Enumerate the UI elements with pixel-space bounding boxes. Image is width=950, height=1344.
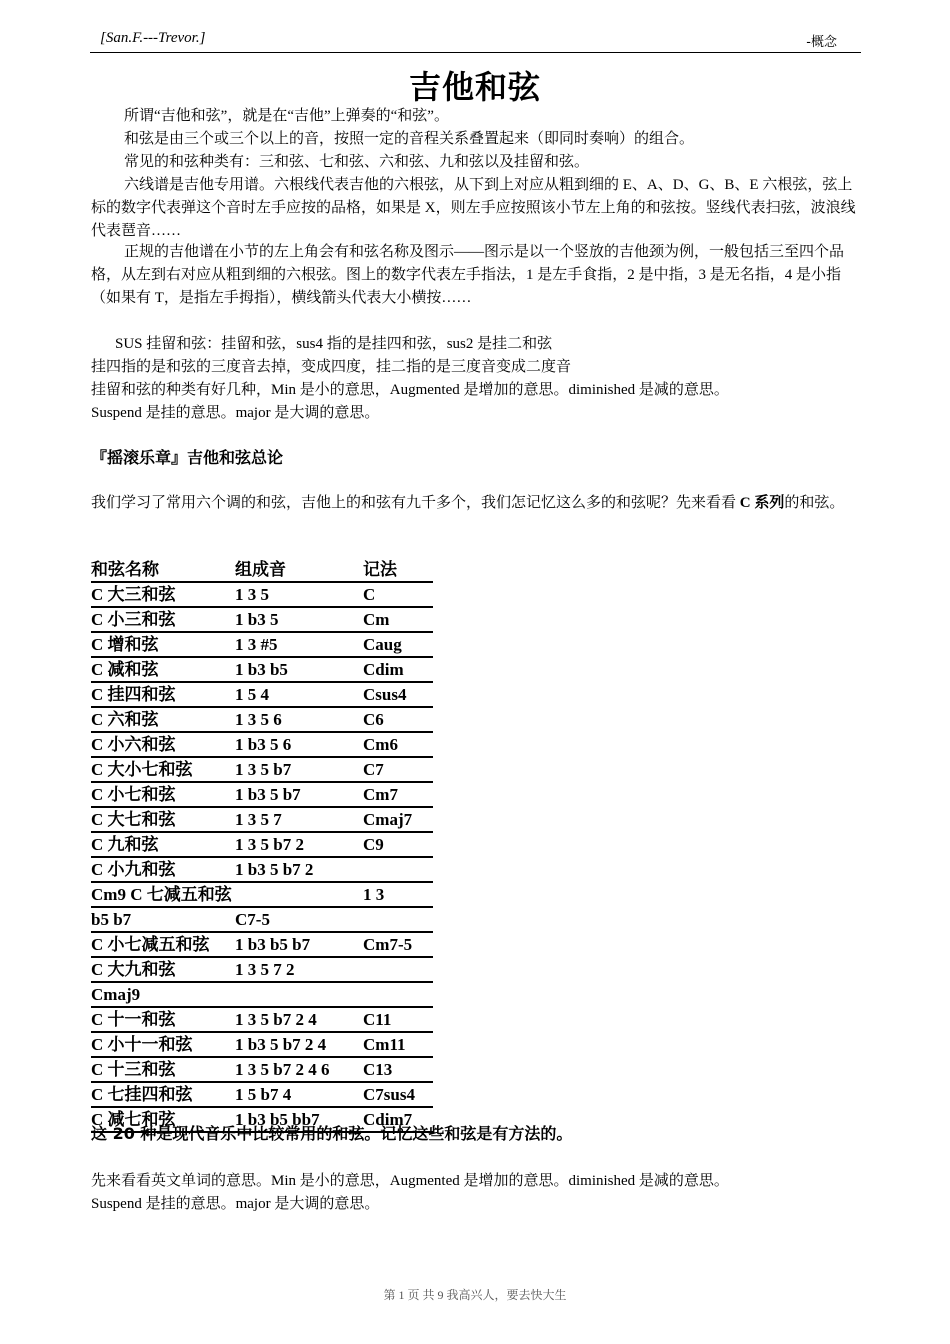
table-row — [91, 732, 433, 757]
chord-notes: 1 3 5 6 — [235, 707, 363, 732]
table-row — [91, 632, 433, 657]
chord-name: C 大小七和弦 — [91, 757, 235, 782]
table-row — [91, 857, 433, 882]
sus-line-1: SUS 挂留和弦：挂留和弦，sus4 指的是挂四和弦，sus2 是挂二和弦 — [115, 336, 553, 352]
chord-name: C 大九和弦 — [91, 957, 235, 982]
chord-notes: 1 3 5 7 — [235, 807, 363, 832]
chord-notes — [235, 882, 363, 907]
intro-paragraph-4: 六线谱是吉他专用谱。六根线代表吉他的六根弦，从下到上对应从粗到细的 E、A、D、G、B、E 六根弦，弦上标的数字代表弹这个音时左手应按的品格，如果是 X，则左手应按照该小节左上角的和弦按。竖线代表扫弦，波浪线代表琶音…… — [91, 177, 856, 239]
chord-name: C 九和弦 — [91, 832, 235, 857]
intro-paragraph-1: 所谓“吉他和弦”，就是在“吉他”上弹奏的“和弦”。 — [124, 108, 449, 124]
chord-notes: 1 3 5 b7 — [235, 757, 363, 782]
chord-notes: 1 3 5 b7 2 — [235, 832, 363, 857]
table-row — [91, 782, 433, 807]
section-intro-bold: C 系列 — [739, 495, 785, 511]
chord-table — [91, 558, 433, 1133]
chord-symbol: Cdim7 — [363, 1107, 433, 1132]
table-header-row — [91, 558, 433, 582]
section-intro — [91, 492, 861, 515]
chord-notes: C7-5 — [235, 907, 363, 932]
chord-name: C 小十一和弦 — [91, 1032, 235, 1057]
chord-symbol: C7 — [363, 757, 433, 782]
table-row — [91, 882, 433, 907]
chord-symbol: Cdim — [363, 657, 433, 682]
chord-symbol — [363, 957, 433, 982]
table-row — [91, 982, 433, 1007]
intro-paragraph-5: 正规的吉他谱在小节的左上角会有和弦名称及图示——图示是以一个竖放的吉他颈为例，一般包括三至四个品格，从左到右对应从粗到细的六根弦。图上的数字代表左手指法，1 是左手食指，2 是中指，3 是无名指，4 是小指（如果有 T，是指左手拇指），横线箭头代表大小横按…… — [91, 244, 845, 306]
table-row — [91, 757, 433, 782]
chord-symbol: Cm11 — [363, 1032, 433, 1057]
chord-symbol: Cm — [363, 607, 433, 632]
closing-line-1: 先来看看英文单词的意思。Min 是小的意思，Augmented 是增加的意思。diminished 是减的意思。 — [91, 1173, 729, 1189]
intro-paragraph-2: 和弦是由三个或三个以上的音，按照一定的音程关系叠置起来（即同时奏响）的组合。 — [124, 131, 695, 147]
table-row — [91, 682, 433, 707]
header-section: -概念 — [806, 35, 837, 50]
chord-notes: 1 3 5 b7 2 4 6 — [235, 1057, 363, 1082]
chord-notes: 1 3 5 7 2 — [235, 957, 363, 982]
closing-line-2: Suspend 是挂的意思。major 是大调的意思。 — [91, 1196, 380, 1212]
chord-symbol — [363, 907, 433, 932]
table-row — [91, 657, 433, 682]
table-row — [91, 932, 433, 957]
chord-symbol: C9 — [363, 832, 433, 857]
chord-name: C 挂四和弦 — [91, 682, 235, 707]
chord-symbol: C13 — [363, 1057, 433, 1082]
section-title: 『摇滚乐章』吉他和弦总论 — [91, 448, 284, 467]
section-intro-end: 的和弦。 — [784, 495, 845, 511]
table-row — [91, 957, 433, 982]
chord-symbol: C7sus4 — [363, 1082, 433, 1107]
chord-name: C 十一和弦 — [91, 1007, 235, 1032]
chord-notes: 1 b3 5 — [235, 607, 363, 632]
page-footer: 第 1 页 共 9 我高兴人，要去快大生 — [383, 1288, 567, 1302]
chord-notes: 1 5 b7 4 — [235, 1082, 363, 1107]
table-row — [91, 1057, 433, 1082]
summary-line: 这 20 种是现代音乐中比较常用的和弦。记忆这些和弦是有方法的。 — [91, 1124, 573, 1143]
chord-symbol: C — [363, 582, 433, 607]
table-row — [91, 832, 433, 857]
chord-name: C 小七和弦 — [91, 782, 235, 807]
chord-notes: 1 b3 5 b7 2 4 — [235, 1032, 363, 1057]
chord-symbol: Csus4 — [363, 682, 433, 707]
chord-symbol: Cm6 — [363, 732, 433, 757]
chord-symbol — [363, 857, 433, 882]
header-notes: 组成音 — [235, 558, 363, 582]
chord-symbol: Cm7-5 — [363, 932, 433, 957]
chord-name: C 大三和弦 — [91, 582, 235, 607]
table-row — [91, 1032, 433, 1057]
chord-name: C 大七和弦 — [91, 807, 235, 832]
header-symbol: 记法 — [363, 558, 433, 582]
chord-notes: 1 b3 5 6 — [235, 732, 363, 757]
chord-symbol: Cm7 — [363, 782, 433, 807]
chord-name: Cm9 C 七减五和弦 — [91, 882, 235, 907]
chord-symbol: Cmaj7 — [363, 807, 433, 832]
chord-notes: 1 3 #5 — [235, 632, 363, 657]
chord-notes: 1 3 5 — [235, 582, 363, 607]
chord-notes: 1 b3 b5 b7 — [235, 932, 363, 957]
sus-line-2: 挂四指的是和弦的三度音去掉，变成四度，挂二指的是三度音变成二度音 — [91, 359, 572, 375]
chord-name: C 小三和弦 — [91, 607, 235, 632]
chord-symbol: 1 3 — [363, 882, 433, 907]
chord-notes — [235, 982, 363, 1007]
chord-symbol: C6 — [363, 707, 433, 732]
section-intro-text: 我们学习了常用六个调的和弦，吉他上的和弦有九千多个，我们怎记忆这么多的和弦呢？先来看看 — [91, 495, 737, 511]
chord-symbol — [363, 982, 433, 1007]
chord-symbol: Caug — [363, 632, 433, 657]
table-row — [91, 907, 433, 932]
chord-name: C 十三和弦 — [91, 1057, 235, 1082]
chord-notes: 1 3 5 b7 2 4 — [235, 1007, 363, 1032]
chord-notes: 1 5 4 — [235, 682, 363, 707]
page-header — [90, 28, 861, 53]
chord-notes: 1 b3 b5 — [235, 657, 363, 682]
chord-name: Cmaj9 — [91, 982, 235, 1007]
table-row — [91, 582, 433, 607]
sus-line-4: Suspend 是挂的意思。major 是大调的意思。 — [91, 405, 380, 421]
chord-name: b5 b7 — [91, 907, 235, 932]
table-row — [91, 1007, 433, 1032]
chord-name: C 六和弦 — [91, 707, 235, 732]
chord-name: C 减和弦 — [91, 657, 235, 682]
sus-line-3: 挂留和弦的种类有好几种，Min 是小的意思，Augmented 是增加的意思。diminished 是减的意思。 — [91, 382, 729, 398]
header-author: [San.F.---Trevor.] — [100, 30, 206, 46]
chord-name: C 七挂四和弦 — [91, 1082, 235, 1107]
chord-name: C 小九和弦 — [91, 857, 235, 882]
chord-notes: 1 b3 5 b7 2 — [235, 857, 363, 882]
table-row — [91, 707, 433, 732]
chord-symbol: C11 — [363, 1007, 433, 1032]
chord-name: C 小七减五和弦 — [91, 932, 235, 957]
intro-paragraph-3: 常见的和弦种类有：三和弦、七和弦、六和弦、九和弦以及挂留和弦。 — [124, 154, 590, 170]
page-title: 吉他和弦 — [408, 68, 541, 106]
table-row — [91, 607, 433, 632]
chord-name: C 减七和弦 — [91, 1107, 235, 1132]
chord-name: C 小六和弦 — [91, 732, 235, 757]
chord-notes: 1 b3 5 b7 — [235, 782, 363, 807]
header-chord-name: 和弦名称 — [91, 558, 235, 582]
chord-notes: 1 b3 b5 bb7 — [235, 1107, 363, 1132]
chord-name: C 增和弦 — [91, 632, 235, 657]
table-row — [91, 807, 433, 832]
table-row — [91, 1082, 433, 1107]
